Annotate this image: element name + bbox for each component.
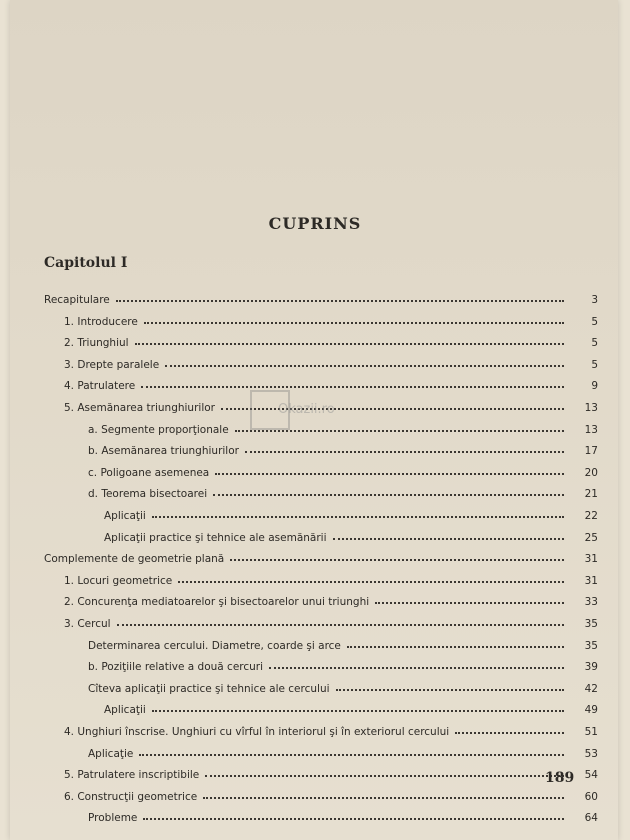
toc-entry-label: Aplicaţii (104, 510, 146, 522)
toc-entry (64, 394, 630, 414)
dot-leader (245, 451, 564, 453)
toc-entry-page: 13 (584, 423, 598, 436)
toc-entry-page: 20 (584, 466, 598, 479)
toc-entry (104, 696, 630, 716)
dot-leader (269, 667, 564, 669)
toc-entry-page: 60 (584, 790, 598, 803)
toc-entry (64, 329, 630, 349)
toc-entry-label: Complemente de geometrie plană (44, 553, 225, 566)
toc-entry-page: 33 (584, 596, 598, 609)
toc-entry-label: 1. Introducere (64, 315, 138, 328)
toc-entry-page: 54 (584, 769, 598, 782)
toc-entry-label: 3. Drepte paralele (64, 358, 160, 371)
toc-entry-label: c. Poligoane asemenea (88, 466, 210, 479)
toc-entry (64, 351, 630, 371)
toc-entry-page: 51 (584, 726, 598, 738)
toc-entry (44, 545, 630, 565)
toc-entry-label: 5. Patrulatere inscriptibile (64, 769, 200, 782)
toc-entry (64, 718, 630, 738)
dot-leader (375, 602, 564, 604)
toc-entry-page: 3 (591, 294, 598, 306)
toc-entry-label: d. Teorema bisectoarei (88, 488, 208, 501)
toc-entry-page: 53 (584, 747, 598, 760)
toc-entry-label: 4. Unghiuri înscrise. Unghiuri cu vîrful în interiorul şi în exteriorul cercului (64, 726, 450, 738)
dot-leader (152, 516, 564, 518)
toc-entry (88, 459, 630, 479)
toc-entry-label: 3. Cercul (64, 618, 111, 630)
toc-entry-label: b. Poziţiile relative a două cercuri (88, 661, 264, 674)
toc-entry-page: 39 (584, 661, 598, 674)
dot-leader (230, 559, 564, 561)
toc-entry-label: 4. Patrulatere (64, 380, 136, 393)
dot-leader (333, 538, 565, 540)
toc-entry (88, 653, 630, 673)
dot-leader (152, 710, 564, 712)
toc-entry-page: 42 (584, 682, 598, 695)
toc-entry-page: 35 (584, 618, 598, 630)
dot-leader (205, 775, 564, 777)
dot-leader (215, 473, 564, 475)
toc-entry-page: 35 (584, 639, 598, 652)
toc-entry-page: 5 (591, 358, 598, 371)
toc-entry (88, 416, 630, 436)
toc-entry (64, 610, 630, 630)
dot-leader (135, 343, 564, 345)
dot-leader (455, 732, 564, 734)
page-number: 189 (545, 770, 575, 786)
toc-entry-page: 31 (584, 553, 598, 566)
dot-leader (116, 300, 564, 302)
toc-entry (88, 804, 630, 824)
toc-entry (104, 524, 630, 544)
toc-entry (104, 502, 630, 522)
chapter-heading: Capitolul I (44, 255, 128, 271)
toc-entry (64, 567, 630, 587)
dot-leader (347, 646, 564, 648)
watermark-text: Okazii.ro (278, 402, 335, 417)
toc-entry-label: 2. Concurenţa mediatoarelor şi bisectoarelor unui triunghi (64, 596, 370, 609)
dot-leader (139, 754, 564, 756)
toc-entry-label: Recapitulare (44, 294, 110, 306)
dot-leader (178, 581, 564, 583)
toc-entry-page: 49 (584, 704, 598, 717)
toc-entry-label: Aplicaţii (104, 704, 146, 717)
toc-entry (88, 480, 630, 500)
dot-leader (336, 689, 564, 691)
toc-entry-label: Determinarea cercului. Diametre, coarde şi arce (88, 639, 341, 652)
toc-entry-label: Cîteva aplicaţii practice şi tehnice ale cercului (88, 682, 330, 695)
toc-entry-page: 9 (591, 380, 598, 393)
toc-entry-page: 17 (584, 445, 598, 458)
toc-entry-label: 2. Triunghiul (64, 337, 129, 350)
toc-entry-label: Probleme (88, 812, 138, 825)
dot-leader (117, 624, 564, 626)
toc-entry-page: 21 (584, 488, 598, 501)
page-title: CUPRINS (268, 214, 362, 233)
toc-entry-label: a. Segmente proporţionale (88, 423, 229, 436)
toc-entry-label: 6. Construcţii geometrice (64, 790, 198, 803)
toc-entry (88, 740, 630, 760)
toc-entry-page: 31 (584, 574, 598, 587)
toc-entry-page: 22 (584, 510, 598, 522)
toc-entry-label: Aplicaţii practice şi tehnice ale asemănării (104, 531, 327, 544)
toc-entry-page: 5 (591, 337, 598, 350)
toc-entry-page: 64 (584, 812, 598, 825)
toc-entry-label: 5. Asemănarea triunghiurilor (64, 402, 215, 414)
dot-leader (144, 322, 564, 324)
dot-leader (203, 797, 564, 799)
toc-entry-label: Aplicaţie (88, 747, 134, 760)
toc-entry-page: 25 (584, 531, 598, 544)
toc-entry (64, 588, 630, 608)
toc-entry-page: 5 (591, 315, 598, 328)
toc-entry (44, 286, 630, 306)
toc-entry-label: 1. Locuri geometrice (64, 574, 173, 587)
toc-entry-label: b. Asemănarea triunghiurilor (88, 445, 239, 458)
dot-leader (143, 818, 564, 820)
toc-entry (64, 308, 630, 328)
dot-leader (141, 386, 564, 388)
toc-entry (64, 372, 630, 392)
toc-entry (88, 675, 630, 695)
dot-leader (165, 365, 564, 367)
dot-leader (213, 494, 564, 496)
toc-entry-page: 13 (584, 402, 598, 414)
toc-entry (88, 632, 630, 652)
toc-entry (88, 437, 630, 457)
